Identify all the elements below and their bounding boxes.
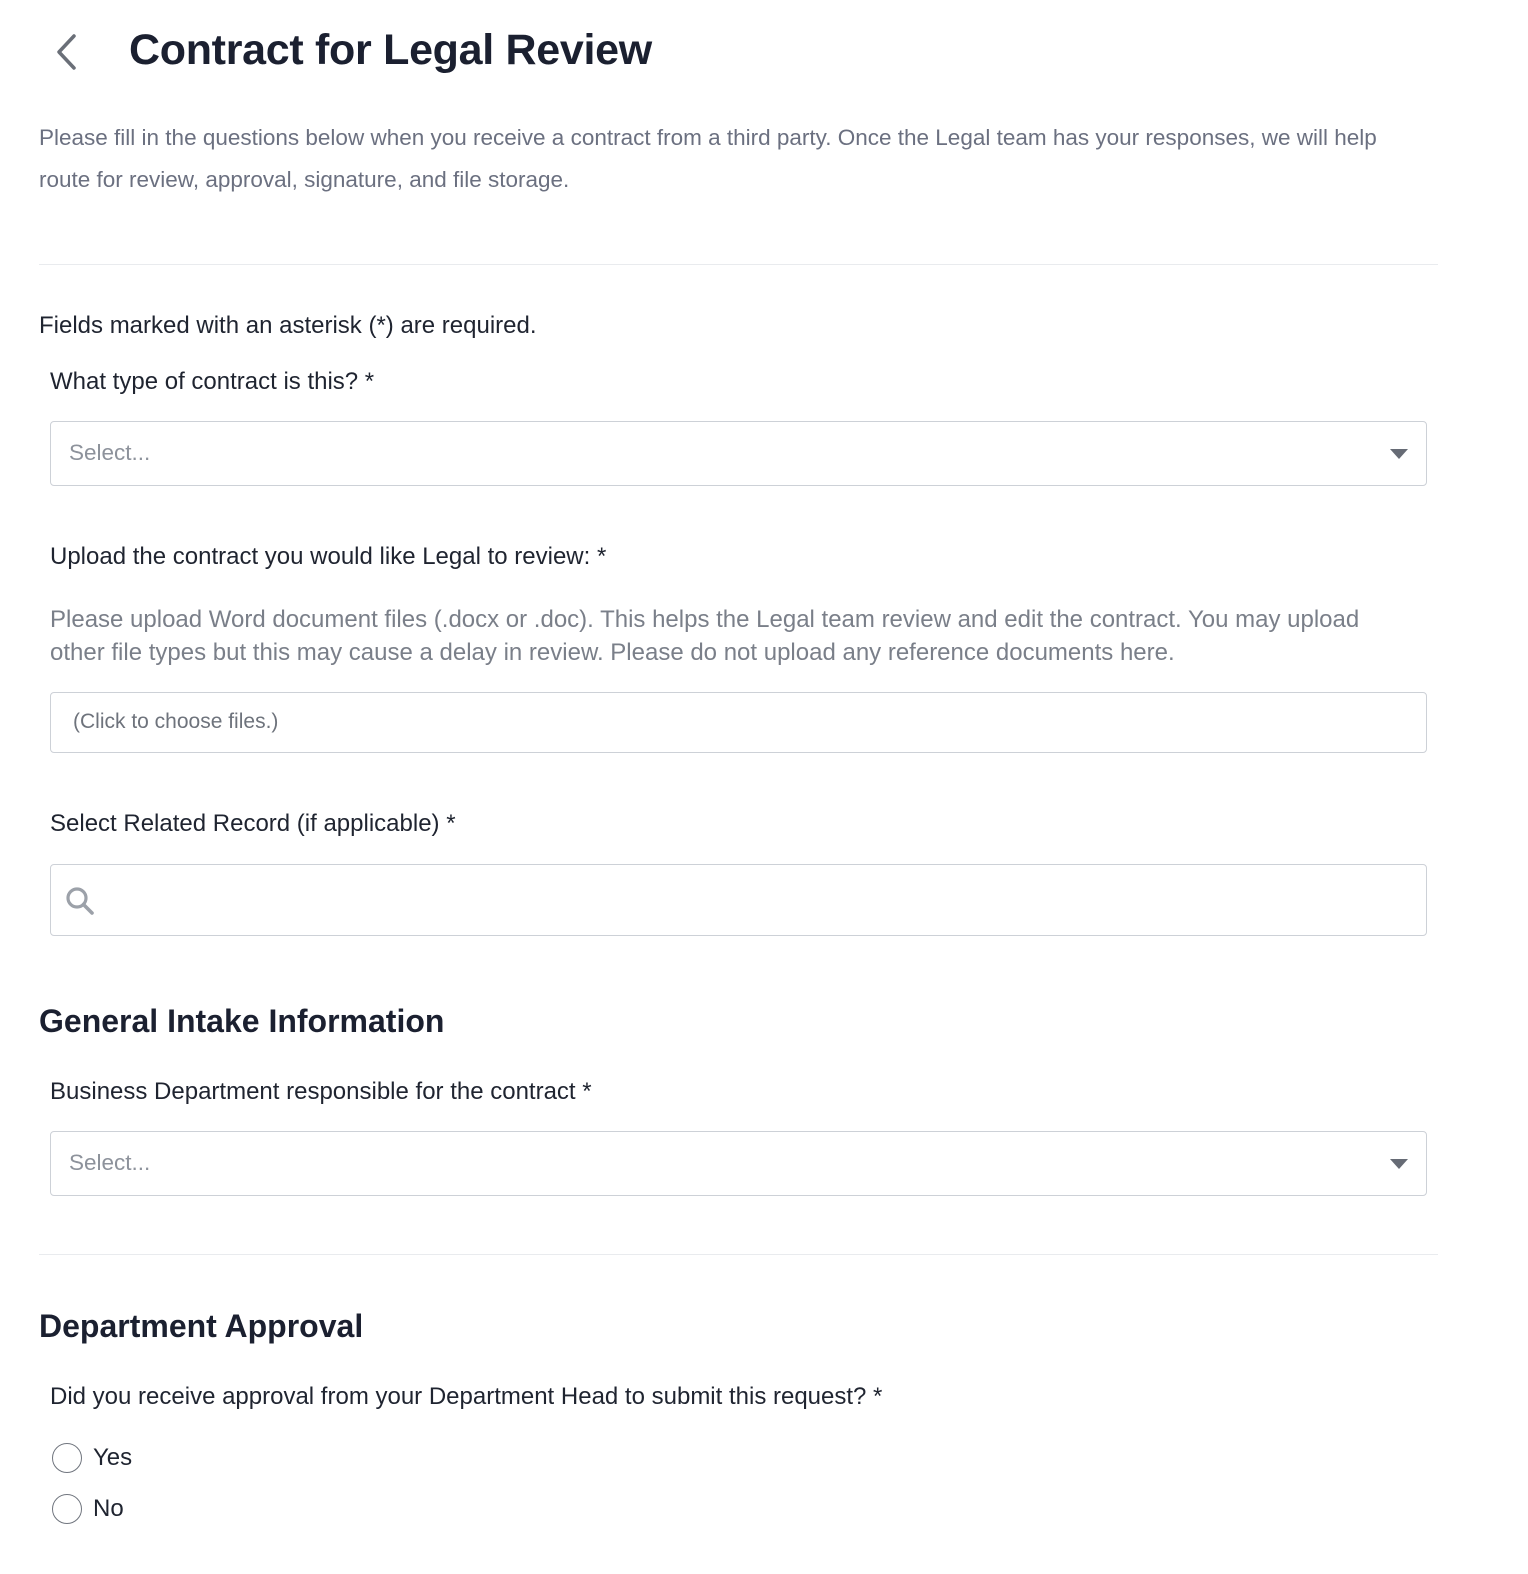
department-select[interactable] xyxy=(50,1131,1427,1196)
general-intake-heading: General Intake Information xyxy=(39,1003,445,1039)
related-record-label: Select Related Record (if applicable) * xyxy=(50,810,456,837)
department-label: Business Department responsible for the contract * xyxy=(50,1078,592,1105)
radio-option-no[interactable] xyxy=(52,1493,124,1525)
chevron-left-icon xyxy=(54,32,78,72)
search-icon xyxy=(64,885,96,917)
page-title: Contract for Legal Review xyxy=(129,26,652,74)
caret-down-icon xyxy=(1390,449,1408,459)
department-placeholder: Select... xyxy=(69,1150,151,1175)
radio-button[interactable] xyxy=(52,1494,82,1524)
contract-type-select[interactable] xyxy=(50,421,1427,486)
intro-text: Please fill in the questions below when you receive a contract from a third party. Once the Legal team has your responses, we will help route for review, approval, signature, and file storage. xyxy=(39,125,1377,192)
contract-type-placeholder: Select... xyxy=(69,440,151,465)
approval-question: Did you receive approval from your Department Head to submit this request? * xyxy=(50,1383,883,1410)
related-record-search[interactable] xyxy=(50,864,1427,936)
divider xyxy=(39,1254,1438,1255)
file-upload-placeholder: (Click to choose files.) xyxy=(73,710,279,733)
department-approval-heading: Department Approval xyxy=(39,1308,364,1344)
radio-button[interactable] xyxy=(52,1443,82,1473)
radio-label-no: No xyxy=(93,1495,124,1522)
divider xyxy=(39,264,1438,265)
upload-help-text: Please upload Word document files (.docx or .doc). This helps the Legal team review and edit the contract. You may upload other file types but this may cause a delay in review. Please do not upload any reference documents here. xyxy=(50,606,1360,666)
upload-label: Upload the contract you would like Legal to review: * xyxy=(50,543,607,570)
radio-label-yes: Yes xyxy=(93,1444,133,1471)
required-note: Fields marked with an asterisk (*) are required. xyxy=(39,312,537,339)
file-upload-field[interactable] xyxy=(50,692,1427,753)
contract-type-label: What type of contract is this? * xyxy=(50,368,375,395)
radio-option-yes[interactable] xyxy=(52,1442,132,1474)
back-button[interactable] xyxy=(46,30,86,74)
related-record-input[interactable] xyxy=(107,867,1417,933)
page-header xyxy=(0,0,1528,110)
caret-down-icon xyxy=(1390,1159,1408,1169)
